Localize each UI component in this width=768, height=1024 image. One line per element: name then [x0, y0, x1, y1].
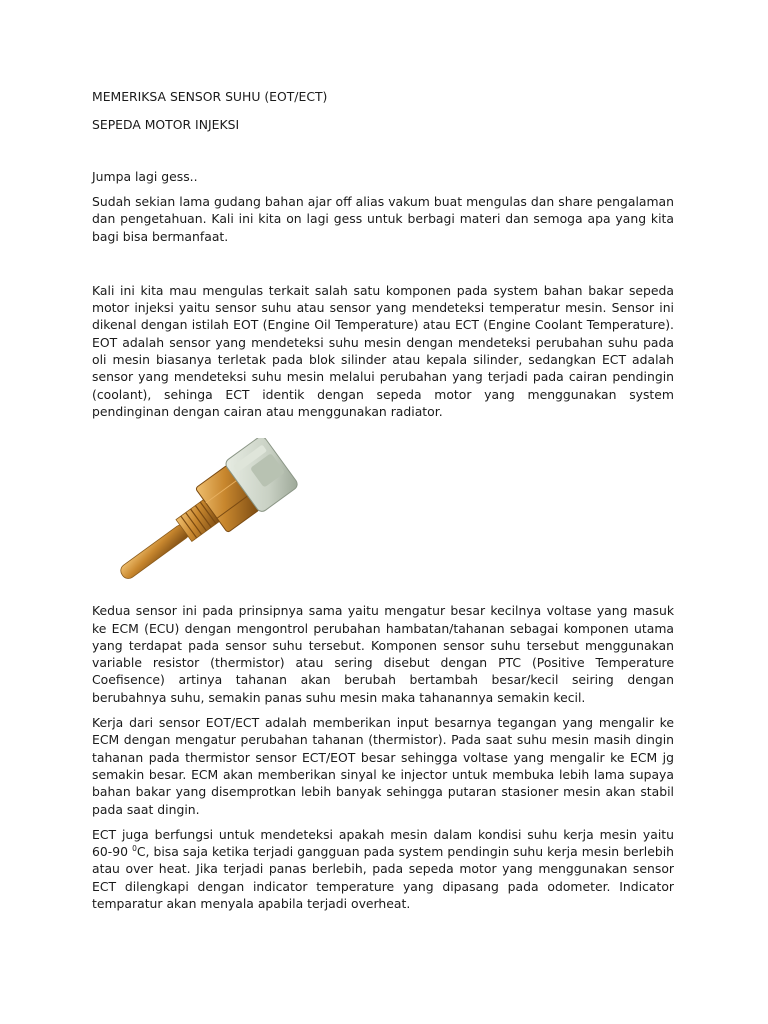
- temperature-sensor-illustration: [102, 438, 302, 598]
- paragraph-sensor-definition: Kali ini kita mau mengulas terkait salah satu komponen pada system bahan bakar sepeda motor injeksi yaitu sensor suhu atau sensor yang mendeteksi temperatur mesin. Sensor ini dikenal dengan istilah EOT (Engine Oil Temperature) atau ECT (Engine Coolant Temperature). EOT adalah sensor yang mendeteksi suhu mesin dengan mendeteksi perubahan suhu pada oli mesin biasanya terletak pada blok silinder atau kepala silinder, sedangkan ECT adalah sensor yang mendeteksi suhu mesin melalui perubahan yang terjadi pada cairan pendingin (coolant), sehinga ECT identik dengan sepeda motor yang menggunakan system pendinginan dengan cairan atau menggunakan radiator.: [92, 282, 674, 419]
- document-subtitle: SEPEDA MOTOR INJEKSI: [92, 117, 240, 132]
- paragraph-sensor-work: Kerja dari sensor EOT/ECT adalah memberikan input besarnya tegangan yang mengalir ke ECM dengan mengatur perubahan tahanan (thermistor). Pada saat suhu mesin masih dingin tahanan pada thermistor sensor ECT/EOT besar sehingga voltase yang mengalir ke ECM jg semakin besar. ECM akan memberikan sinyal ke injector untuk membuka lebih lama supaya bahan bakar yang disemprotkan lebih banyak sehingga putaran stasioner mesin akan stabil pada saat dingin.: [92, 715, 674, 817]
- paragraph-overheat-part2: C, bisa saja ketika terjadi gangguan pada system pendingin suhu kerja mesin berlebih atau over heat. Jika terjadi panas berlebih, pada sepeda motor yang menggunakan sensor ECT dilengkapi dengan indicator temperature yang dipasang pada odometer. Indicator temparatur akan menyala apabila terjadi overheat.: [92, 844, 675, 912]
- paragraph-sensor-principle: Kedua sensor ini pada prinsipnya sama yaitu mengatur besar kecilnya voltase yang masuk ke ECM (ECU) dengan mengontrol perubahan hambatan/tahanan sebagai komponen utama yang terdapat pada sensor suhu tersebut. Komponen sensor suhu tersebut menggunakan variable resistor (thermistor) atau sering disebut dengan PTC (Positive Temperature Coefisence) artinya tahanan akan berubah bertambah besar/kecil seiring dengan berubahnya suhu, semakin panas suhu mesin maka tahanannya semakin kecil.: [92, 603, 674, 705]
- sensor-photo: [92, 424, 674, 602]
- paragraph-intro: Sudah sekian lama gudang bahan ajar off alias vakum buat mengulas dan share pengalaman dan pengetahuan. Kali ini kita on lagi gess untuk berbagi materi dan semoga apa yang kita bagi bisa bermanfaat.: [92, 194, 674, 244]
- paragraph-overheat: [92, 826, 674, 912]
- document-page: [92, 89, 674, 912]
- degree-superscript: 0: [132, 844, 137, 853]
- paragraph-overheat-part1: ECT juga berfungsi untuk mendeteksi apakah mesin dalam kondisi suhu kerja mesin yaitu 60-90: [92, 826, 674, 860]
- greeting-text: Jumpa lagi gess..: [92, 169, 198, 184]
- document-title: MEMERIKSA SENSOR SUHU (EOT/ECT): [92, 89, 328, 104]
